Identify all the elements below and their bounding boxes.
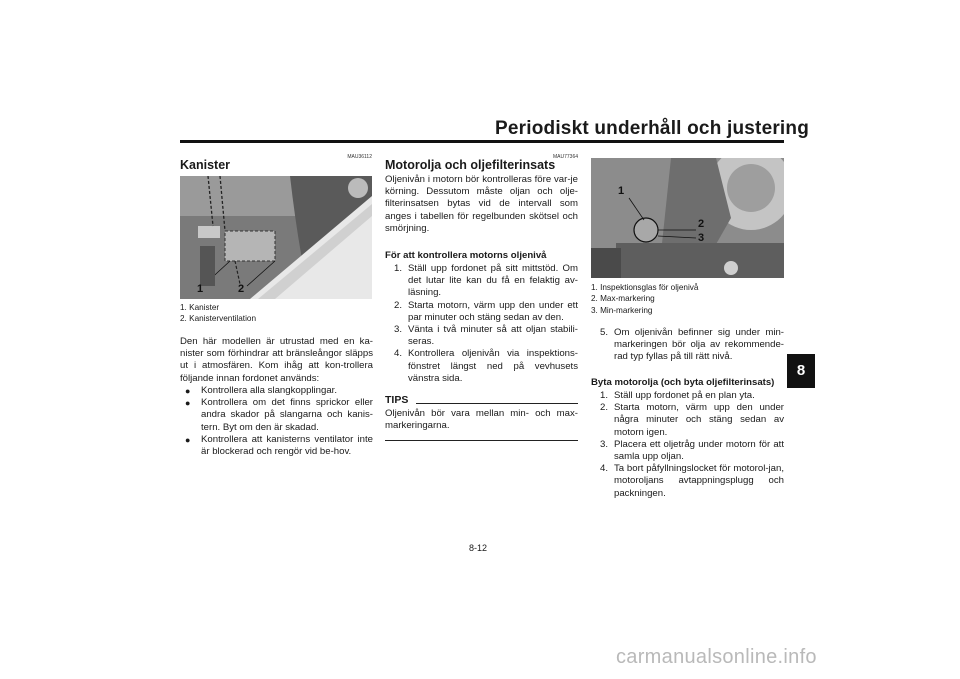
callout-2: 2 <box>238 283 245 295</box>
section-code: MAU36112 <box>347 154 372 160</box>
tips-heading: TIPS <box>385 394 409 406</box>
callout-1: 1 <box>618 185 625 197</box>
caption-item: 1. Kanister <box>180 303 220 312</box>
oil-change-subheading: Byta motorolja (och byta oljefilterinsats) <box>591 377 775 388</box>
list-item: ● Kontrollera att kanisterns ventilator inte är blockerad och rengör vid be-hov. <box>180 434 373 458</box>
callout-2: 2 <box>698 218 705 230</box>
canister-photo <box>180 176 372 299</box>
caption-item: 2. Kanisterventilation <box>180 314 257 324</box>
oil-change-steps <box>591 390 784 500</box>
header-rule <box>180 140 784 143</box>
list-item: 4. Ta bort påfyllningslocket för motorol-jan, motoroljans avtappningsplugg och packningen. <box>600 463 784 499</box>
list-item: 2. Starta motorn, värm upp den under ett par minuter och stäng sedan av den. <box>394 299 578 323</box>
watermark: carmanualsonline.info <box>616 646 817 668</box>
caption-item: 1. Inspektionsglas för oljenivå <box>591 283 699 292</box>
oil-check-steps <box>385 263 578 385</box>
caption-item: 3. Min-markering <box>591 305 653 315</box>
callout-3: 3 <box>698 232 705 244</box>
tips-rule-bottom <box>385 440 578 441</box>
section-title-motorolja: Motorolja och oljefilterinsats <box>385 158 556 172</box>
canister-checklist <box>180 385 373 458</box>
list-item: 2. Starta motorn, värm upp den under några minuter och stäng sedan av motorn igen. <box>600 402 784 438</box>
list-item: ● Kontrollera alla slangkopplingar. <box>180 385 373 397</box>
section-title-kanister: Kanister <box>180 158 231 172</box>
list-item: ● Kontrollera om det finns sprickor eller andra skador på slangarna och kanis-tern. Byt om den är skadad. <box>180 397 373 434</box>
list-item: 5. Om oljenivån befinner sig under min-markeringen bör olja av rekommende-rad typ fyllas på till rätt nivå. <box>600 327 784 363</box>
callout-1: 1 <box>197 283 204 295</box>
oil-intro: Oljenivån i motorn bör kontrolleras före var-je körning. Dessutom måste oljan och olje-filterinsatsen bytas vid de intervall som anges i tabellen för regelbunden skötsel och smörjning. <box>385 174 578 234</box>
figure-captions <box>591 282 786 316</box>
list-item: 3. Placera ett oljetråg under motorn för att samla upp oljan. <box>600 438 784 463</box>
caption-item: 2. Max-markering <box>591 294 655 304</box>
list-item: 1. Ställ upp fordonet på sitt mittstöd. Om det lutar lite kan du få en felaktig av-läsning. <box>394 263 578 299</box>
oil-check-subheading: För att kontrollera motorns oljenivå <box>385 250 547 261</box>
chapter-tab: 8 <box>787 354 815 388</box>
figure-captions <box>180 302 375 325</box>
section-code: MAU77364 <box>552 154 578 160</box>
list-item: 4. Kontrollera oljenivån via inspektions-fönstret längst ned på vevhusets vänstra sida. <box>394 348 578 384</box>
tips-text: Oljenivån bör vara mellan min- och max-markeringarna. <box>385 408 578 432</box>
oil-window-photo <box>591 158 784 278</box>
canister-intro: Den här modellen är utrustad med en ka-nister som förhindrar att bränsleångor släpps ut i atmosfären. Kom ihåg att kon-trollera följande innan fordonet används: <box>180 336 373 384</box>
list-item: 3. Vänta i två minuter så att oljan stabili-seras. <box>394 324 578 348</box>
list-item: 1. Ställ upp fordonet på en plan yta. <box>600 390 755 401</box>
tips-rule-top <box>416 403 578 404</box>
page-title: Periodiskt underhåll och justering <box>495 118 810 139</box>
page-number: 8-12 <box>469 543 488 553</box>
oil-fill-steps <box>591 327 784 364</box>
